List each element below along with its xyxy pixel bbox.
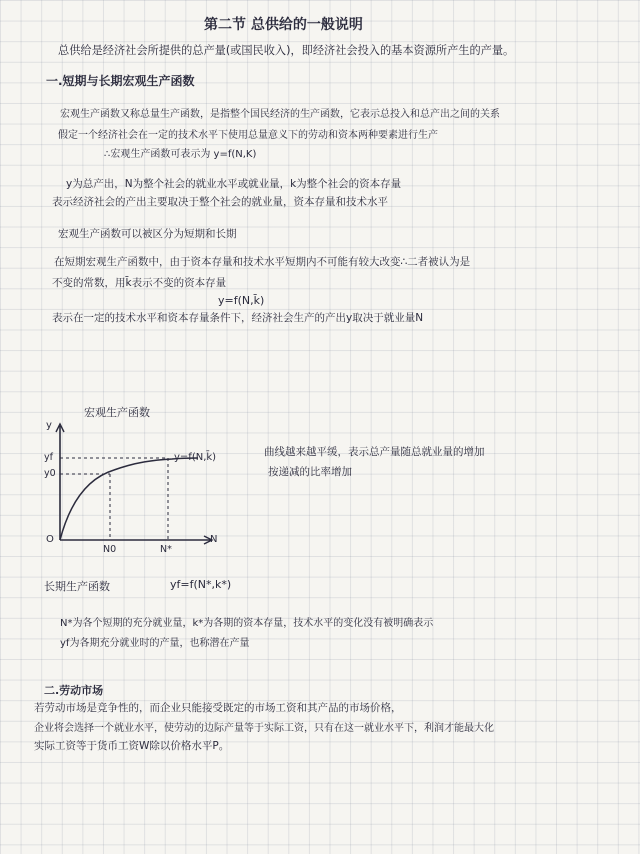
production-function-graph (36, 412, 266, 552)
graph-y0-tick: y0 (44, 468, 56, 479)
section2-line2: 企业将会选择一个就业水平，使劳动的边际产量等于实际工资，只有在这一就业水平下，利润才能最大化 (34, 723, 494, 734)
p2-line2: 表示经济社会的产出主要取决于整个社会的就业量，资本存量和技术水平 (52, 196, 388, 208)
section2-heading: 二.劳动市场 (44, 684, 104, 697)
p3-text: 宏观生产函数可以被区分为短期和长期 (58, 228, 237, 240)
graph-yf-tick: yf (44, 452, 53, 463)
graph-nstar-tick: N* (160, 544, 172, 555)
graph-origin: O (46, 534, 54, 545)
graph-x-label: N (210, 534, 218, 545)
graph-caption: 宏观生产函数 (84, 406, 150, 419)
p4-formula: y=f(N,k̄) (218, 294, 265, 307)
section2-line1: 若劳动市场是竞争性的，而企业只能接受既定的市场工资和其产品的市场价格， (34, 702, 402, 714)
p1-line2: 假定一个经济社会在一定的技术水平下使用总量意义下的劳动和资本两种要素进行生产 (58, 130, 438, 141)
long-run-line1: N*为各个短期的充分就业量，k*为各期的资本存量，技术水平的变化没有被明确表示 (60, 618, 434, 629)
production-curve (60, 458, 198, 540)
graph-curve-label: y=f(N,k̄) (174, 452, 217, 463)
p4-line3: 表示在一定的技术水平和资本存量条件下，经济社会生产的产出y取决于就业量N (52, 312, 424, 324)
graph-y-label: y (46, 420, 52, 431)
long-run-line2: yf为各期充分就业时的产量，也称潜在产量 (60, 638, 250, 649)
page-title: 第二节 总供给的一般说明 (204, 17, 363, 33)
p1-formula: ∴宏观生产函数可表示为 y=f(N,K) (104, 149, 257, 160)
graph-n0-tick: N0 (103, 544, 117, 555)
p1-line1: 宏观生产函数又称总量生产函数，是指整个国民经济的生产函数，它表示总投入和总产出之间的关系 (60, 109, 500, 120)
p4-line1: 在短期宏观生产函数中，由于资本存量和技术水平短期内不可能有较大改变∴二者被认为是 (54, 256, 471, 268)
long-run-label: 长期生产函数 (44, 580, 110, 593)
graph-note-line1: 曲线越来越平缓，表示总产量随总就业量的增加 (264, 446, 485, 458)
p4-line2: 不变的常数，用k̄表示不变的资本存量 (52, 277, 227, 289)
graph-note-line2: 按递减的比率增加 (268, 466, 352, 478)
intro-text: 总供给是经济社会所提供的总产量(或国民收入)，即经济社会投入的基本资源所产生的产量。 (58, 44, 515, 57)
section2-line3: 实际工资等于货币工资W除以价格水平P。 (34, 740, 230, 752)
p2-line1: y为总产出，N为整个社会的就业水平或就业量，k为整个社会的资本存量 (66, 178, 402, 190)
long-run-formula: yf=f(N*,k*) (170, 578, 232, 591)
section1-heading: 一.短期与长期宏观生产函数 (46, 74, 195, 88)
